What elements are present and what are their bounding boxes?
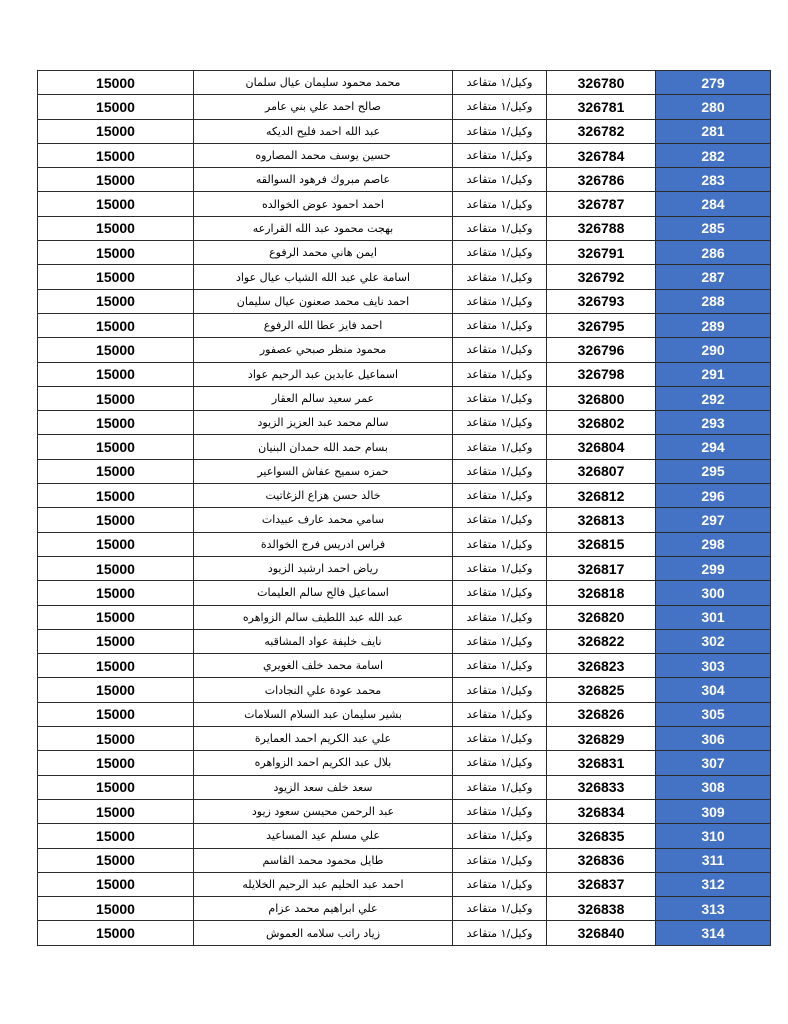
full-name-cell: حسين يوسف محمد المصاروه	[194, 143, 453, 167]
military-id-cell: 326833	[547, 775, 656, 799]
rank-cell: وكيل/١ متقاعد	[453, 605, 547, 629]
military-id-cell: 326818	[547, 581, 656, 605]
sequence-number-cell: 310	[656, 824, 771, 848]
full-name-cell: سامي محمد عارف عبيدات	[194, 508, 453, 532]
full-name-cell: اسماعيل فالح سالم العليمات	[194, 581, 453, 605]
table-row	[38, 459, 771, 483]
military-id-cell: 326829	[547, 727, 656, 751]
rank-cell: وكيل/١ متقاعد	[453, 289, 547, 313]
full-name-cell: رياض احمد ارشيد الزيود	[194, 556, 453, 580]
table-row	[38, 435, 771, 459]
amount-cell: 15000	[38, 435, 194, 459]
table-row	[38, 338, 771, 362]
sequence-number-cell: 294	[656, 435, 771, 459]
military-id-cell: 326793	[547, 289, 656, 313]
military-id-cell: 326817	[547, 556, 656, 580]
military-id-cell: 326802	[547, 411, 656, 435]
sequence-number-cell: 297	[656, 508, 771, 532]
rank-cell: وكيل/١ متقاعد	[453, 241, 547, 265]
table-row	[38, 289, 771, 313]
rank-cell: وكيل/١ متقاعد	[453, 338, 547, 362]
full-name-cell: علي مسلم عيد المساعيد	[194, 824, 453, 848]
rank-cell: وكيل/١ متقاعد	[453, 192, 547, 216]
amount-cell: 15000	[38, 872, 194, 896]
full-name-cell: فراس ادريس فرج الخوالدة	[194, 532, 453, 556]
rank-cell: وكيل/١ متقاعد	[453, 216, 547, 240]
rank-cell: وكيل/١ متقاعد	[453, 897, 547, 921]
full-name-cell: عبد الله احمد فليح الديكه	[194, 119, 453, 143]
rank-cell: وكيل/١ متقاعد	[453, 556, 547, 580]
rank-cell: وكيل/١ متقاعد	[453, 119, 547, 143]
amount-cell: 15000	[38, 71, 194, 95]
military-id-cell: 326826	[547, 702, 656, 726]
military-id-cell: 326840	[547, 921, 656, 945]
full-name-cell: علي ابراهيم محمد عزام	[194, 897, 453, 921]
military-id-cell: 326780	[547, 71, 656, 95]
military-id-cell: 326822	[547, 629, 656, 653]
full-name-cell: محمود منظر صبحي عصفور	[194, 338, 453, 362]
full-name-cell: بشير سليمان عبد السلام السلامات	[194, 702, 453, 726]
military-id-cell: 326815	[547, 532, 656, 556]
amount-cell: 15000	[38, 824, 194, 848]
rank-cell: وكيل/١ متقاعد	[453, 702, 547, 726]
sequence-number-cell: 291	[656, 362, 771, 386]
sequence-number-cell: 292	[656, 386, 771, 410]
rank-cell: وكيل/١ متقاعد	[453, 313, 547, 337]
sequence-number-cell: 300	[656, 581, 771, 605]
rank-cell: وكيل/١ متقاعد	[453, 727, 547, 751]
rank-cell: وكيل/١ متقاعد	[453, 848, 547, 872]
full-name-cell: احمد عبد الحليم عبد الرحيم الخلايله	[194, 872, 453, 896]
table-row	[38, 265, 771, 289]
table-row	[38, 727, 771, 751]
sequence-number-cell: 298	[656, 532, 771, 556]
rank-cell: وكيل/١ متقاعد	[453, 921, 547, 945]
sequence-number-cell: 290	[656, 338, 771, 362]
full-name-cell: اسامة علي عبد الله الشياب عيال عواد	[194, 265, 453, 289]
full-name-cell: بهجت محمود عبد الله القرارعه	[194, 216, 453, 240]
rank-cell: وكيل/١ متقاعد	[453, 799, 547, 823]
amount-cell: 15000	[38, 897, 194, 921]
military-id-cell: 326798	[547, 362, 656, 386]
full-name-cell: حمزه سميح عفاش السواعير	[194, 459, 453, 483]
rank-cell: وكيل/١ متقاعد	[453, 484, 547, 508]
amount-cell: 15000	[38, 775, 194, 799]
table-row	[38, 241, 771, 265]
table-row	[38, 848, 771, 872]
military-id-cell: 326835	[547, 824, 656, 848]
rank-cell: وكيل/١ متقاعد	[453, 168, 547, 192]
table-row	[38, 897, 771, 921]
amount-cell: 15000	[38, 362, 194, 386]
full-name-cell: سالم محمد عبد العزيز الزيود	[194, 411, 453, 435]
sequence-number-cell: 307	[656, 751, 771, 775]
table-row	[38, 143, 771, 167]
table-row	[38, 775, 771, 799]
military-id-cell: 326788	[547, 216, 656, 240]
full-name-cell: طايل محمود محمد القاسم	[194, 848, 453, 872]
military-id-cell: 326836	[547, 848, 656, 872]
military-id-cell: 326812	[547, 484, 656, 508]
sequence-number-cell: 308	[656, 775, 771, 799]
military-id-cell: 326807	[547, 459, 656, 483]
sequence-number-cell: 314	[656, 921, 771, 945]
table-row	[38, 581, 771, 605]
rank-cell: وكيل/١ متقاعد	[453, 508, 547, 532]
rank-cell: وكيل/١ متقاعد	[453, 362, 547, 386]
rank-cell: وكيل/١ متقاعد	[453, 775, 547, 799]
full-name-cell: احمد فايز عطا الله الرفوع	[194, 313, 453, 337]
full-name-cell: عمر سعيد سالم العقار	[194, 386, 453, 410]
full-name-cell: سعد خلف سعد الزيود	[194, 775, 453, 799]
military-id-cell: 326820	[547, 605, 656, 629]
full-name-cell: احمد نايف محمد صعنون عيال سليمان	[194, 289, 453, 313]
rank-cell: وكيل/١ متقاعد	[453, 386, 547, 410]
table-row	[38, 532, 771, 556]
sequence-number-cell: 287	[656, 265, 771, 289]
full-name-cell: علي عبد الكريم احمد العمايرة	[194, 727, 453, 751]
amount-cell: 15000	[38, 654, 194, 678]
amount-cell: 15000	[38, 581, 194, 605]
full-name-cell: صالح احمد علي بني عامر	[194, 95, 453, 119]
full-name-cell: محمد عودة علي النجادات	[194, 678, 453, 702]
amount-cell: 15000	[38, 629, 194, 653]
military-id-cell: 326823	[547, 654, 656, 678]
full-name-cell: خالد حسن هزاع الزغاتيت	[194, 484, 453, 508]
roster-table-body	[38, 71, 771, 946]
table-row	[38, 605, 771, 629]
table-row	[38, 362, 771, 386]
table-row	[38, 411, 771, 435]
military-id-cell: 326837	[547, 872, 656, 896]
military-id-cell: 326800	[547, 386, 656, 410]
table-row	[38, 556, 771, 580]
rank-cell: وكيل/١ متقاعد	[453, 532, 547, 556]
military-id-cell: 326786	[547, 168, 656, 192]
full-name-cell: نايف خليفة عواد المشاقبه	[194, 629, 453, 653]
full-name-cell: عبد الله عبد اللطيف سالم الزواهره	[194, 605, 453, 629]
rank-cell: وكيل/١ متقاعد	[453, 95, 547, 119]
amount-cell: 15000	[38, 605, 194, 629]
sequence-number-cell: 293	[656, 411, 771, 435]
table-row	[38, 71, 771, 95]
table-row	[38, 702, 771, 726]
sequence-number-cell: 279	[656, 71, 771, 95]
rank-cell: وكيل/١ متقاعد	[453, 751, 547, 775]
amount-cell: 15000	[38, 143, 194, 167]
amount-cell: 15000	[38, 386, 194, 410]
table-row	[38, 386, 771, 410]
rank-cell: وكيل/١ متقاعد	[453, 411, 547, 435]
amount-cell: 15000	[38, 848, 194, 872]
table-row	[38, 313, 771, 337]
amount-cell: 15000	[38, 411, 194, 435]
military-id-cell: 326781	[547, 95, 656, 119]
amount-cell: 15000	[38, 459, 194, 483]
table-row	[38, 799, 771, 823]
rank-cell: وكيل/١ متقاعد	[453, 678, 547, 702]
military-id-cell: 326831	[547, 751, 656, 775]
full-name-cell: محمد محمود سليمان عيال سلمان	[194, 71, 453, 95]
amount-cell: 15000	[38, 265, 194, 289]
table-row	[38, 508, 771, 532]
sequence-number-cell: 302	[656, 629, 771, 653]
sequence-number-cell: 309	[656, 799, 771, 823]
table-row	[38, 678, 771, 702]
sequence-number-cell: 286	[656, 241, 771, 265]
sequence-number-cell: 301	[656, 605, 771, 629]
table-row	[38, 629, 771, 653]
rank-cell: وكيل/١ متقاعد	[453, 71, 547, 95]
amount-cell: 15000	[38, 168, 194, 192]
sequence-number-cell: 299	[656, 556, 771, 580]
table-row	[38, 216, 771, 240]
table-row	[38, 484, 771, 508]
sequence-number-cell: 304	[656, 678, 771, 702]
sequence-number-cell: 303	[656, 654, 771, 678]
sequence-number-cell: 285	[656, 216, 771, 240]
table-row	[38, 192, 771, 216]
full-name-cell: عبد الرحمن محيسن سعود زيود	[194, 799, 453, 823]
sequence-number-cell: 312	[656, 872, 771, 896]
sequence-number-cell: 296	[656, 484, 771, 508]
amount-cell: 15000	[38, 702, 194, 726]
rank-cell: وكيل/١ متقاعد	[453, 581, 547, 605]
full-name-cell: زياد راتب سلامه العموش	[194, 921, 453, 945]
amount-cell: 15000	[38, 921, 194, 945]
military-id-cell: 326795	[547, 313, 656, 337]
sequence-number-cell: 289	[656, 313, 771, 337]
rank-cell: وكيل/١ متقاعد	[453, 824, 547, 848]
table-row	[38, 872, 771, 896]
sequence-number-cell: 313	[656, 897, 771, 921]
amount-cell: 15000	[38, 192, 194, 216]
amount-cell: 15000	[38, 532, 194, 556]
amount-cell: 15000	[38, 484, 194, 508]
military-id-cell: 326782	[547, 119, 656, 143]
amount-cell: 15000	[38, 216, 194, 240]
amount-cell: 15000	[38, 727, 194, 751]
table-row	[38, 751, 771, 775]
military-id-cell: 326784	[547, 143, 656, 167]
table-row	[38, 168, 771, 192]
amount-cell: 15000	[38, 289, 194, 313]
table-row	[38, 119, 771, 143]
military-id-cell: 326804	[547, 435, 656, 459]
military-id-cell: 326792	[547, 265, 656, 289]
military-id-cell: 326787	[547, 192, 656, 216]
amount-cell: 15000	[38, 313, 194, 337]
full-name-cell: بلال عبد الكريم احمد الزواهره	[194, 751, 453, 775]
military-id-cell: 326791	[547, 241, 656, 265]
amount-cell: 15000	[38, 751, 194, 775]
military-id-cell: 326838	[547, 897, 656, 921]
sequence-number-cell: 295	[656, 459, 771, 483]
rank-cell: وكيل/١ متقاعد	[453, 459, 547, 483]
amount-cell: 15000	[38, 119, 194, 143]
table-row	[38, 824, 771, 848]
amount-cell: 15000	[38, 95, 194, 119]
sequence-number-cell: 306	[656, 727, 771, 751]
sequence-number-cell: 305	[656, 702, 771, 726]
table-row	[38, 654, 771, 678]
sequence-number-cell: 311	[656, 848, 771, 872]
rank-cell: وكيل/١ متقاعد	[453, 435, 547, 459]
amount-cell: 15000	[38, 508, 194, 532]
rank-cell: وكيل/١ متقاعد	[453, 654, 547, 678]
table-row	[38, 921, 771, 945]
document-sheet	[37, 70, 765, 946]
amount-cell: 15000	[38, 799, 194, 823]
amount-cell: 15000	[38, 338, 194, 362]
rank-cell: وكيل/١ متقاعد	[453, 143, 547, 167]
full-name-cell: اسماعيل عابدين عبد الرحيم عواد	[194, 362, 453, 386]
sequence-number-cell: 282	[656, 143, 771, 167]
sequence-number-cell: 280	[656, 95, 771, 119]
rank-cell: وكيل/١ متقاعد	[453, 265, 547, 289]
full-name-cell: بسام حمد الله حمدان البنيان	[194, 435, 453, 459]
sequence-number-cell: 283	[656, 168, 771, 192]
military-id-cell: 326796	[547, 338, 656, 362]
full-name-cell: ايمن هاني محمد الرفوع	[194, 241, 453, 265]
rank-cell: وكيل/١ متقاعد	[453, 629, 547, 653]
full-name-cell: احمد احمود عوض الخوالده	[194, 192, 453, 216]
amount-cell: 15000	[38, 241, 194, 265]
military-id-cell: 326813	[547, 508, 656, 532]
rank-cell: وكيل/١ متقاعد	[453, 872, 547, 896]
roster-table	[37, 70, 771, 946]
sequence-number-cell: 284	[656, 192, 771, 216]
full-name-cell: اسامة محمد خلف الغويري	[194, 654, 453, 678]
military-id-cell: 326834	[547, 799, 656, 823]
table-row	[38, 95, 771, 119]
amount-cell: 15000	[38, 678, 194, 702]
full-name-cell: عاصم مبروك فرهود السوالقه	[194, 168, 453, 192]
sequence-number-cell: 281	[656, 119, 771, 143]
amount-cell: 15000	[38, 556, 194, 580]
military-id-cell: 326825	[547, 678, 656, 702]
sequence-number-cell: 288	[656, 289, 771, 313]
